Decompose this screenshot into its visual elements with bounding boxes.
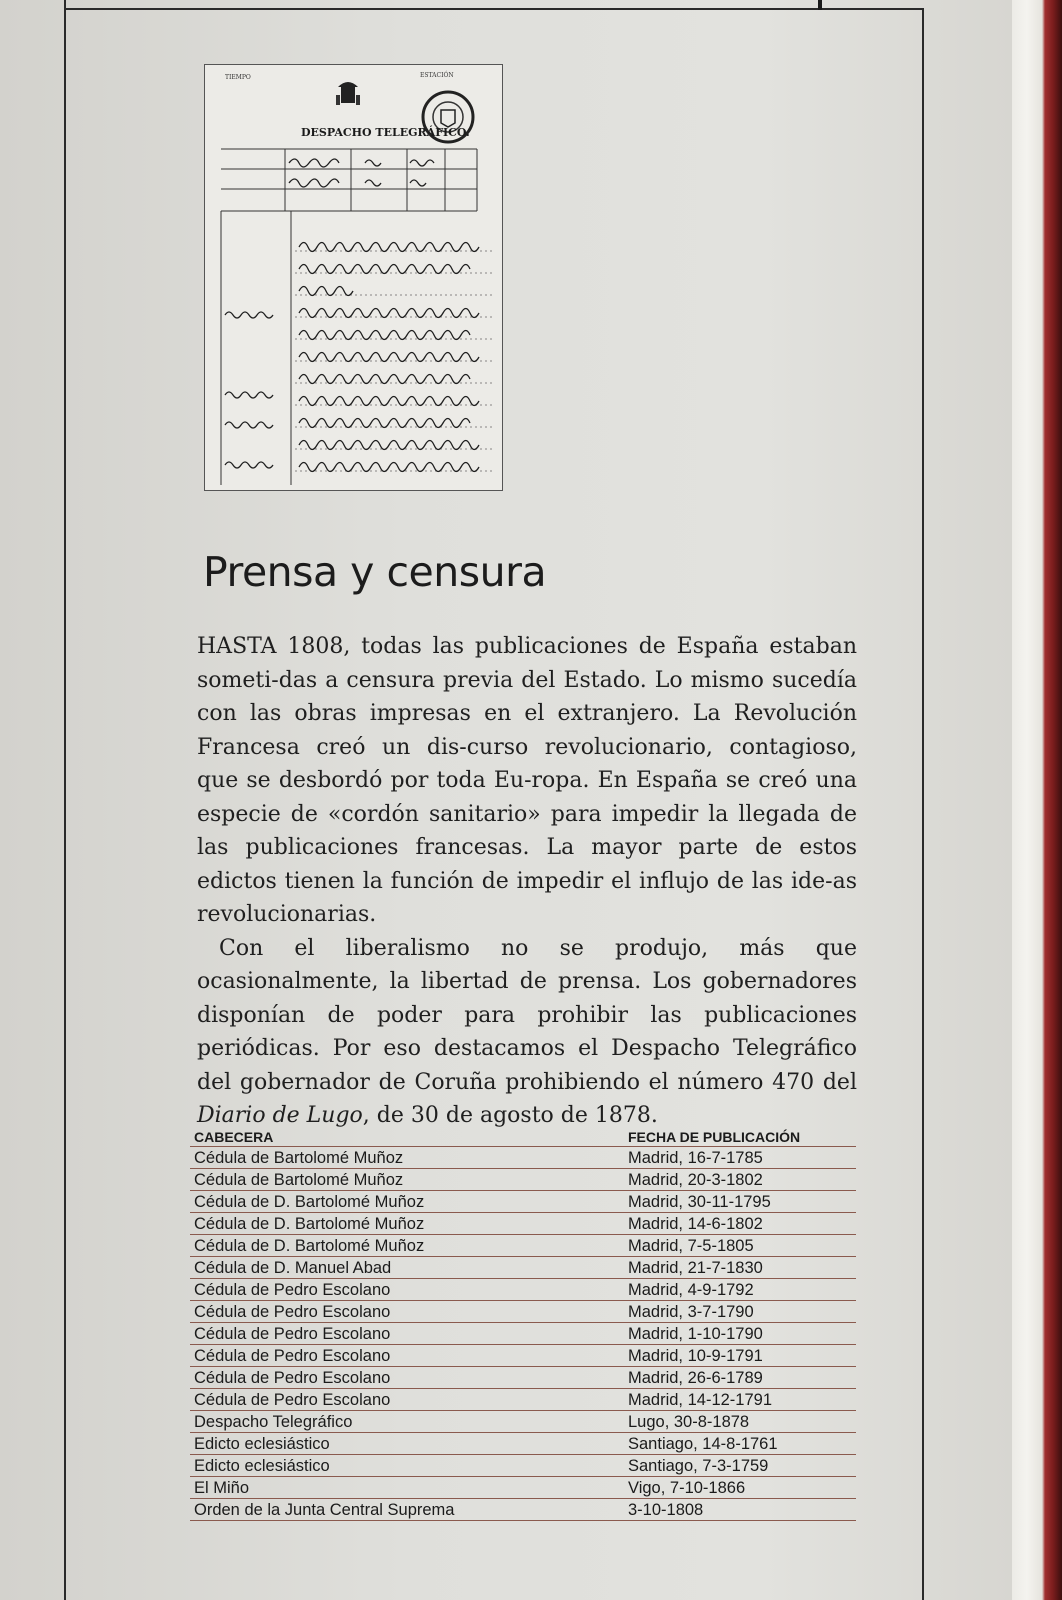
cell-cabecera: Despacho Telegráfico — [194, 1413, 353, 1431]
cell-fecha: Lugo, 30-8-1878 — [628, 1413, 750, 1431]
cell-fecha: Madrid, 21-7-1830 — [628, 1259, 763, 1277]
cell-cabecera: Cédula de Pedro Escolano — [194, 1281, 391, 1299]
paragraph-2-italic: Diario de Lugo — [197, 1103, 363, 1128]
cell-cabecera: Edicto eclesiástico — [194, 1457, 330, 1475]
cell-fecha: Santiago, 7-3-1759 — [628, 1457, 769, 1475]
cell-fecha: Madrid, 14-6-1802 — [628, 1215, 763, 1233]
cell-cabecera: Cédula de D. Bartolomé Muñoz — [194, 1193, 425, 1211]
publications-table — [190, 1124, 856, 1521]
cell-cabecera: Cédula de Pedro Escolano — [194, 1369, 391, 1387]
header-fecha: FECHA DE PUBLICACIÓN — [628, 1129, 801, 1145]
table-row — [190, 1169, 856, 1191]
table-row — [190, 1301, 856, 1323]
table-row — [190, 1279, 856, 1301]
cell-fecha: Madrid, 20-3-1802 — [628, 1171, 763, 1189]
telegram-corner-label: TIEMPO — [225, 74, 251, 81]
table-row — [190, 1345, 856, 1367]
paragraph-2-end: , de 30 de agosto de 1878. — [362, 1103, 658, 1128]
telegram-header: DESPACHO TELEGRÁFICO. — [301, 126, 470, 139]
table-row — [190, 1213, 856, 1235]
cell-fecha: Madrid, 3-7-1790 — [628, 1303, 754, 1321]
coat-of-arms-icon — [336, 82, 360, 105]
cell-cabecera: Cédula de Pedro Escolano — [194, 1325, 391, 1343]
cell-cabecera: Cédula de D. Bartolomé Muñoz — [194, 1215, 425, 1233]
cell-fecha: Madrid, 10-9-1791 — [628, 1347, 763, 1365]
table-header — [190, 1124, 856, 1147]
telegram-handwriting — [225, 159, 479, 472]
cell-cabecera: Edicto eclesiástico — [194, 1435, 330, 1453]
cell-fecha: Madrid, 16-7-1785 — [628, 1149, 763, 1167]
cell-fecha: Madrid, 14-12-1791 — [628, 1391, 773, 1409]
header-cabecera: CABECERA — [194, 1129, 274, 1145]
section-title: Prensa y censura — [203, 548, 547, 596]
paragraph-2-text: Con el liberalismo no se produjo, más que ocasionalmente, la libertad de prensa. Los gobernadores disponían de poder para prohibir las publicaciones periódicas. Por eso destacamos el Despacho Telegráfico del gobernador de Coruña prohibiendo el número 470 del — [197, 935, 857, 1095]
cell-fecha: 3-10-1808 — [628, 1501, 704, 1519]
telegram-station-label: ESTACIÓN — [420, 72, 454, 79]
paragraph-2 — [197, 932, 857, 1133]
table-row — [190, 1411, 856, 1433]
cell-cabecera: Cédula de Pedro Escolano — [194, 1347, 391, 1365]
telegram-facsimile-image — [204, 64, 503, 491]
table-row — [190, 1455, 856, 1477]
top-tick-mark — [818, 0, 822, 10]
cell-cabecera: Cédula de D. Bartolomé Muñoz — [194, 1237, 425, 1255]
table-row — [190, 1147, 856, 1169]
cell-fecha: Madrid, 1-10-1790 — [628, 1325, 763, 1343]
cell-cabecera: El Miño — [194, 1479, 250, 1497]
cell-cabecera: Cédula de Bartolomé Muñoz — [194, 1171, 404, 1189]
paragraph-1: HASTA 1808, todas las publicaciones de España estaban someti-das a censura previa del Estado. Lo mismo sucedía con las obras impresas en el extranjero. La Revolución Francesa creó un dis-curso revolucionario, contagioso, que se desbordó por toda Eu-ropa. En España se creó una especie de «cordón sanitario» para impedir la llegada de las publicaciones francesas. La mayor parte de estos edictos tienen la función de impedir el influjo de las ide-as revolucionarias. — [197, 634, 857, 927]
table-row — [190, 1257, 856, 1279]
cell-fecha: Madrid, 7-5-1805 — [628, 1237, 754, 1255]
table-row — [190, 1433, 856, 1455]
cell-fecha: Madrid, 4-9-1792 — [628, 1281, 754, 1299]
table-row — [190, 1191, 856, 1213]
cell-fecha: Vigo, 7-10-1866 — [628, 1479, 746, 1497]
table-body — [190, 1147, 856, 1521]
table-row — [190, 1323, 856, 1345]
table-row — [190, 1367, 856, 1389]
table-row — [190, 1389, 856, 1411]
body-text — [197, 630, 857, 1133]
table-row — [190, 1477, 856, 1499]
cell-cabecera: Cédula de Bartolomé Muñoz — [194, 1149, 404, 1167]
top-rule — [64, 8, 924, 10]
book-gutter-edge — [1012, 0, 1062, 1600]
cell-fecha: Santiago, 14-8-1761 — [628, 1435, 778, 1453]
telegram-drawing — [205, 65, 503, 491]
cell-cabecera: Cédula de Pedro Escolano — [194, 1391, 391, 1409]
cell-fecha: Madrid, 30-11-1795 — [628, 1193, 771, 1211]
table-row — [190, 1499, 856, 1521]
cell-cabecera: Cédula de D. Manuel Abad — [194, 1259, 392, 1277]
telegram-ruled-lines — [295, 251, 493, 471]
table-row — [190, 1235, 856, 1257]
cell-cabecera: Cédula de Pedro Escolano — [194, 1303, 391, 1321]
right-margin-rule — [922, 10, 924, 1600]
cell-cabecera: Orden de la Junta Central Suprema — [194, 1501, 455, 1519]
cell-fecha: Madrid, 26-6-1789 — [628, 1369, 763, 1387]
left-margin-rule — [64, 0, 66, 1600]
